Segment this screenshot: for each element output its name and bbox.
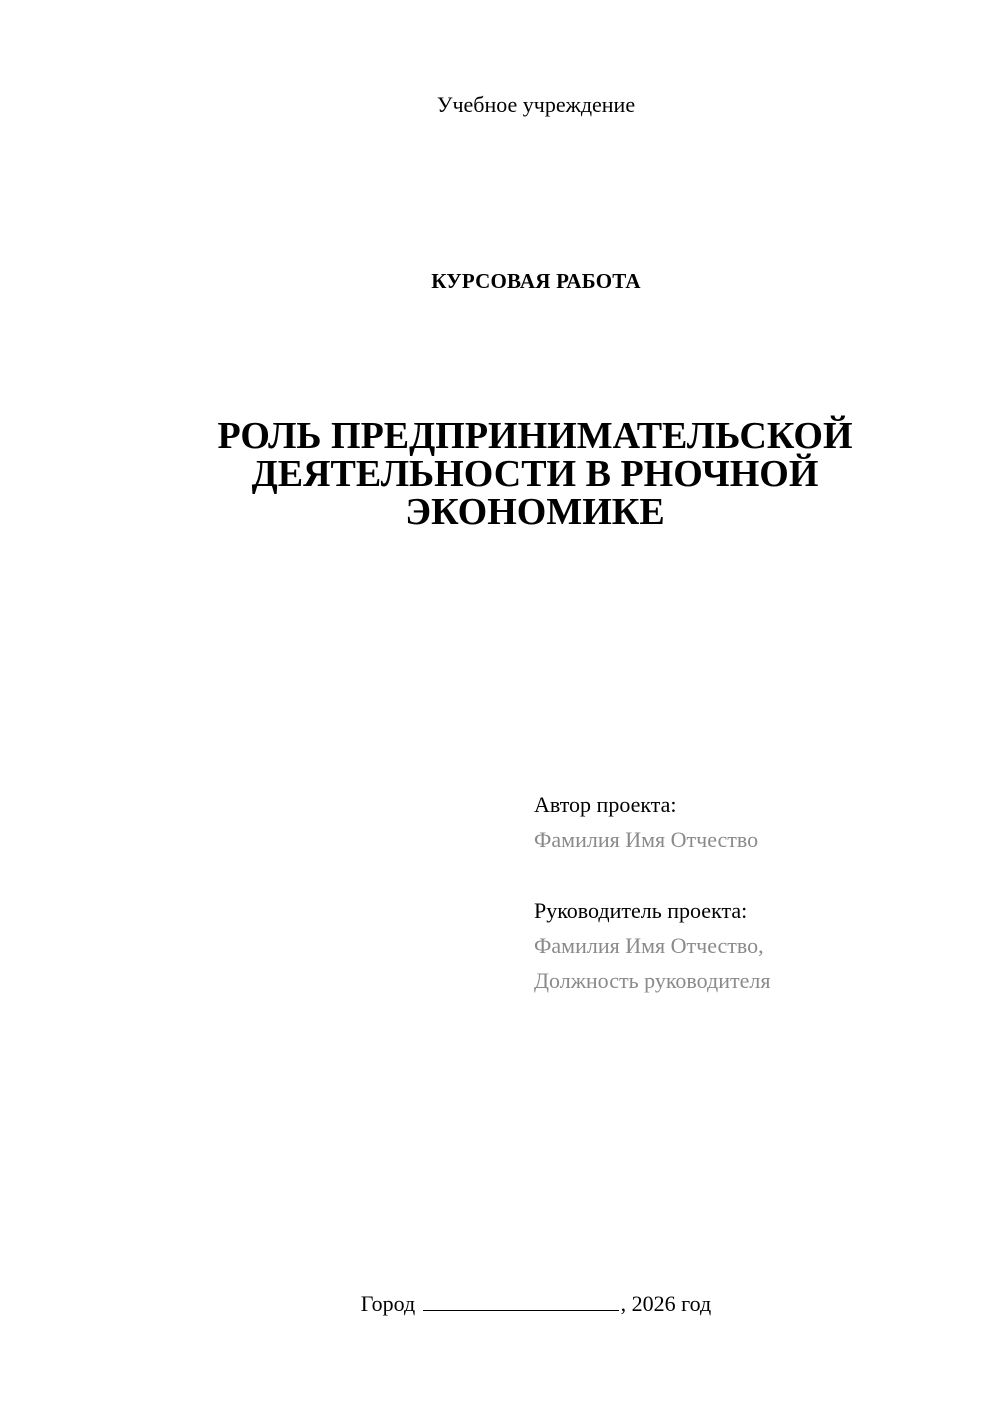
author-label: Автор проекта: <box>534 792 677 817</box>
work-title-line-2: ДЕЯТЕЛЬНОСТИ В РНОЧНОЙ <box>251 453 819 495</box>
supervisor-name: Фамилия Имя Отчество, <box>534 933 764 958</box>
author-name: Фамилия Имя Отчество <box>534 827 759 852</box>
supervisor-label: Руководитель проекта: <box>534 898 748 923</box>
work-title-line-1: РОЛЬ ПРЕДПРИНИМАТЕЛЬСКОЙ <box>217 415 853 457</box>
work-type: КУРСОВАЯ РАБОТА <box>431 269 641 293</box>
work-title-line-3: ЭКОНОМИКЕ <box>405 491 665 533</box>
city-year-line <box>0 1288 1000 1320</box>
author-block <box>534 787 974 857</box>
city-blank-line <box>423 1288 619 1311</box>
work-title <box>170 417 900 531</box>
supervisor-block <box>534 893 974 998</box>
city-label: Город <box>360 1291 416 1316</box>
institution-name: Учебное учреждение <box>436 92 636 117</box>
year-text: , 2026 год <box>620 1291 712 1316</box>
supervisor-position: Должность руководителя <box>534 968 771 993</box>
